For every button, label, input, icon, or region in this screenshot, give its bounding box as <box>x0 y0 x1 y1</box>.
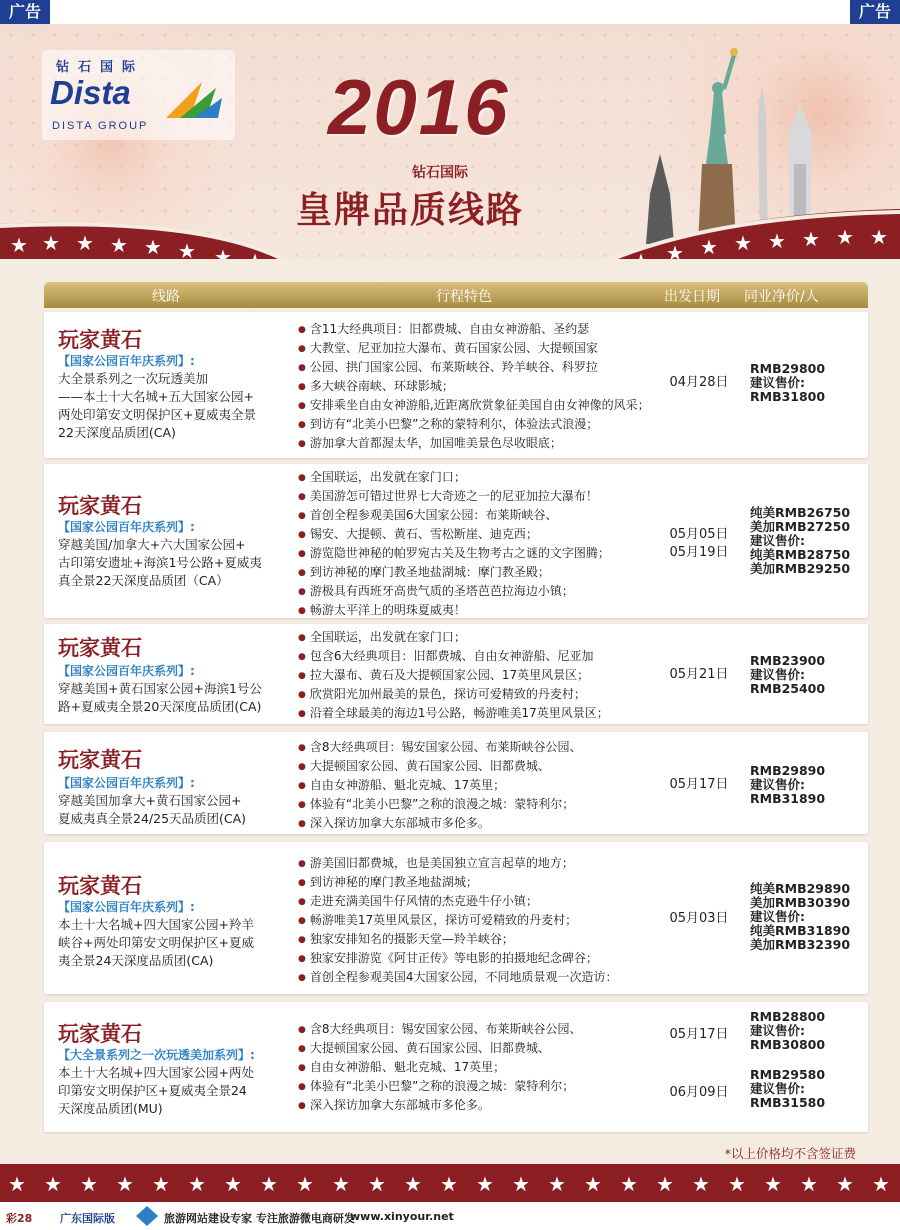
svg-text:★: ★ <box>214 245 232 269</box>
feature-line: ● 公园、拱门国家公园、布莱斯峡谷、羚羊峡谷、科罗拉 <box>298 358 650 377</box>
svg-text:★: ★ <box>80 1172 98 1196</box>
svg-text:★: ★ <box>110 233 128 257</box>
footer-url[interactable]: www.xinyour.net <box>350 1210 454 1223</box>
footer-page: 彩28 <box>6 1212 33 1225</box>
route-price <box>750 1010 825 1052</box>
route-series: 【大全景系列之一次玩透美加系列】: <box>58 1048 255 1062</box>
feature-line: ● 到访有“北美小巴黎”之称的蒙特利尔，体验法式浪漫； <box>298 415 650 434</box>
feature-line: ● 自由女神游船、魁北克城、17英里； <box>298 776 582 795</box>
route-price <box>750 654 825 696</box>
route-title: 玩家黄石 <box>58 748 142 772</box>
route-features <box>298 628 609 723</box>
svg-text:★: ★ <box>332 1172 350 1196</box>
headline-year: 2016 <box>328 63 510 151</box>
route-features <box>298 1020 582 1115</box>
feature-line: ● 多大峡谷南峡、环球影城； <box>298 377 650 396</box>
svg-text:★: ★ <box>404 1172 422 1196</box>
route-desc <box>58 680 298 716</box>
price-line: RMB31580 <box>750 1095 826 1110</box>
route-features <box>298 738 582 833</box>
desc-line: 印第安文明保护区+夏威夷全景24 <box>58 1083 247 1098</box>
feature-line: ● 含11大经典项目：旧都费城、自由女神游船、圣约瑟 <box>298 320 650 339</box>
page-footer <box>0 1202 900 1230</box>
price-note: *以上价格均不含签证费 <box>724 1146 856 1161</box>
hero-banner <box>0 24 900 273</box>
route-date <box>664 666 734 684</box>
price-line: RMB25400 <box>750 681 826 696</box>
route-features <box>298 468 610 620</box>
svg-text:★: ★ <box>116 1172 134 1196</box>
svg-text:★: ★ <box>178 239 196 263</box>
feature-line: ● 含8大经典项目：锡安国家公园、布莱斯峡谷公园、 <box>298 738 582 757</box>
route-price <box>750 764 825 806</box>
desc-line: 路+夏威夷全景20天深度品质团(CA) <box>58 699 262 714</box>
feature-line: ● 到访神秘的摩门教圣地盐湖城：摩门教圣殿； <box>298 563 610 582</box>
feature-line: ● 大提顿国家公园、黄石国家公园、旧都费城、 <box>298 1039 582 1058</box>
svg-text:★: ★ <box>144 235 162 259</box>
desc-line: 穿越美国+黄石国家公园+海滨1号公 <box>58 681 262 696</box>
svg-text:★: ★ <box>476 1172 494 1196</box>
table-header <box>44 282 868 308</box>
route-series: 【国家公园百年庆系列】: <box>58 664 195 678</box>
header-route: 线路 <box>152 289 180 305</box>
feature-line: ● 沿着全球最美的海边1号公路，畅游唯美17英里风景区； <box>298 704 609 723</box>
route-title: 玩家黄石 <box>58 328 142 352</box>
logo-swoosh-icon <box>162 78 224 122</box>
price-line: 建议售价: <box>750 533 805 548</box>
svg-text:★: ★ <box>656 1172 674 1196</box>
route-row <box>44 312 868 458</box>
desc-line: 夏威夷真全景24/25天品质团(CA) <box>58 811 247 826</box>
bottom-stars-icon <box>0 1164 900 1202</box>
price-line: 建议售价: <box>750 909 805 924</box>
svg-text:★: ★ <box>802 227 820 251</box>
route-title: 玩家黄石 <box>58 636 142 660</box>
logo-cn-text: 钻石国际 <box>56 60 145 75</box>
feature-line: ● 含8大经典项目：锡安国家公园、布莱斯峡谷公园、 <box>298 1020 582 1039</box>
price-line: 美加RMB30390 <box>750 895 851 910</box>
svg-text:★: ★ <box>692 1172 710 1196</box>
desc-line: 峡谷+两处印第安文明保护区+夏威 <box>58 935 254 950</box>
footer-edition: 广东国际版 <box>60 1212 115 1225</box>
bottom-stars-band <box>0 1164 900 1202</box>
route-title: 玩家黄石 <box>58 1022 142 1046</box>
stars-ribbon <box>0 194 900 273</box>
svg-text:★: ★ <box>836 225 854 249</box>
route-price <box>750 362 825 404</box>
svg-text:★: ★ <box>620 1172 638 1196</box>
feature-line: ● 独家安排知名的摄影天堂—羚羊峡谷； <box>298 930 618 949</box>
feature-line: ● 畅游唯美17英里风景区，探访可爱精致的丹麦村； <box>298 911 618 930</box>
flyer-page <box>0 24 900 1202</box>
route-date <box>664 776 734 794</box>
logo-en-text: Dista <box>50 74 131 111</box>
footer-brand-icon <box>136 1206 158 1226</box>
desc-line: 本土十大名城+四大国家公园+两处 <box>58 1065 254 1080</box>
route-date <box>664 1084 734 1102</box>
svg-text:★: ★ <box>872 1172 890 1196</box>
price-line: RMB28800 <box>750 1009 826 1024</box>
date-line: 05月17日 <box>669 1027 729 1042</box>
date-line: 05月05日 <box>669 527 729 542</box>
feature-line: ● 游览隐世神秘的帕罗宛古关及生物考古之谜的文字图腾； <box>298 544 610 563</box>
route-row <box>44 624 868 724</box>
route-desc <box>58 536 298 590</box>
feature-line: ● 欣赏阳光加州最美的景色，探访可爱精致的丹麦村； <box>298 685 609 704</box>
headline-title: 皇牌品质线路 <box>296 190 525 231</box>
route-price <box>750 506 850 576</box>
route-features <box>298 854 618 987</box>
route-date <box>664 374 734 392</box>
price-line: 美加RMB32390 <box>750 937 851 952</box>
date-line: 06月09日 <box>669 1085 729 1100</box>
desc-line: ——本土十大名城+五大国家公园+ <box>58 389 254 404</box>
feature-line: ● 全国联运，出发就在家门口； <box>298 468 610 487</box>
route-row <box>44 1002 868 1132</box>
date-line: 05月17日 <box>669 777 729 792</box>
feature-line: ● 走进充满美国牛仔风情的杰克逊牛仔小镇； <box>298 892 618 911</box>
dista-logo <box>42 50 235 140</box>
price-line: 纯美RMB29890 <box>750 881 851 896</box>
price-line: RMB29800 <box>750 361 826 376</box>
svg-text:★: ★ <box>188 1172 206 1196</box>
price-line: 纯美RMB31890 <box>750 923 851 938</box>
route-row <box>44 842 868 994</box>
feature-line: ● 体验有“北美小巴黎”之称的浪漫之城：蒙特利尔； <box>298 1077 582 1096</box>
feature-line: ● 拉大瀑布、黄石及大提顿国家公园、17英里风景区； <box>298 666 609 685</box>
route-title: 玩家黄石 <box>58 494 142 518</box>
feature-line: ● 到访神秘的摩门教圣地盐湖城； <box>298 873 618 892</box>
price-line: 建议售价: <box>750 1023 805 1038</box>
feature-line: ● 游美国旧都费城，也是美国独立宣言起草的地方； <box>298 854 618 873</box>
svg-text:★: ★ <box>44 1172 62 1196</box>
feature-line: ● 独家安排游览《阿甘正传》等电影的拍摄地纪念碑谷； <box>298 949 618 968</box>
feature-line: ● 全国联运，出发就在家门口； <box>298 628 609 647</box>
route-price <box>750 882 850 952</box>
desc-line: 两处印第安文明保护区+夏威夷全景 <box>58 407 256 422</box>
feature-line: ● 畅游太平洋上的明珠夏威夷！ <box>298 601 610 620</box>
svg-text:★: ★ <box>76 231 94 255</box>
price-line: 美加RMB27250 <box>750 519 851 534</box>
feature-line: ● 锡安、大提顿、黄石、雪松断崖、迪克西； <box>298 525 610 544</box>
svg-text:★: ★ <box>224 1172 242 1196</box>
date-line: 05月21日 <box>669 667 729 682</box>
price-line: RMB23900 <box>750 653 826 668</box>
feature-line: ● 自由女神游船、魁北克城、17英里； <box>298 1058 582 1077</box>
svg-text:★: ★ <box>260 1172 278 1196</box>
route-date <box>664 1026 734 1044</box>
price-line: 建议售价: <box>750 1081 805 1096</box>
svg-text:★: ★ <box>512 1172 530 1196</box>
price-line: RMB30800 <box>750 1037 826 1052</box>
header-price: 同业净价/人 <box>744 289 819 305</box>
price-line: 建议售价: <box>750 375 805 390</box>
svg-text:★: ★ <box>296 1172 314 1196</box>
svg-text:★: ★ <box>764 1172 782 1196</box>
price-line: RMB29890 <box>750 763 826 778</box>
feature-line: ● 大提顿国家公园、黄石国家公园、旧都费城、 <box>298 757 582 776</box>
date-line: 04月28日 <box>669 375 729 390</box>
route-title: 玩家黄石 <box>58 874 142 898</box>
price-line: RMB31890 <box>750 791 826 806</box>
route-series: 【国家公园百年庆系列】: <box>58 520 195 534</box>
price-line: 纯美RMB26750 <box>750 505 851 520</box>
route-series: 【国家公园百年庆系列】: <box>58 900 195 914</box>
route-row <box>44 732 868 834</box>
desc-line: 22天深度品质团(CA) <box>58 425 176 440</box>
svg-text:★: ★ <box>42 231 60 255</box>
logo-group-text: DISTA GROUP <box>52 120 149 132</box>
headline-subtitle: 钻石国际 <box>412 165 468 181</box>
feature-line: ● 深入探访加拿大东部城市多伦多。 <box>298 1096 582 1115</box>
desc-line: 大全景系列之一次玩透美加 <box>58 371 209 386</box>
header-features: 行程特色 <box>436 289 492 305</box>
svg-text:★: ★ <box>368 1172 386 1196</box>
desc-line: 穿越美国/加拿大+六大国家公园+ <box>58 537 246 552</box>
svg-text:★: ★ <box>728 1172 746 1196</box>
price-line: RMB29580 <box>750 1067 826 1082</box>
svg-text:★: ★ <box>440 1172 458 1196</box>
feature-line: ● 游加拿大首都渥太华，加国唯美景色尽收眼底； <box>298 434 650 453</box>
price-line: 建议售价: <box>750 777 805 792</box>
feature-line: ● 首创全程参观美国6大国家公园：布莱斯峡谷、 <box>298 506 610 525</box>
price-line: 美加RMB29250 <box>750 561 851 576</box>
feature-line: ● 大教堂、尼亚加拉大瀑布、黄石国家公园、大提顿国家 <box>298 339 650 358</box>
svg-text:★: ★ <box>584 1172 602 1196</box>
feature-line: ● 安排乘坐自由女神游船,近距离欣赏象征美国自由女神像的风采； <box>298 396 650 415</box>
route-price <box>750 1068 825 1110</box>
route-row <box>44 464 868 618</box>
route-series: 【国家公园百年庆系列】: <box>58 354 195 368</box>
desc-line: 真全景22天深度品质团（CA） <box>58 573 229 588</box>
footer-slogan: 旅游网站建设专家 专注旅游微电商研发 <box>164 1212 355 1225</box>
svg-text:★: ★ <box>632 249 650 273</box>
header-date: 出发日期 <box>664 289 720 305</box>
route-series: 【国家公园百年庆系列】: <box>58 776 195 790</box>
desc-line: 天深度品质团(MU) <box>58 1101 163 1116</box>
route-desc <box>58 1064 298 1118</box>
svg-text:★: ★ <box>734 231 752 255</box>
svg-text:★: ★ <box>246 249 264 273</box>
feature-line: ● 首创全程参观美国4大国家公园，不同地质景观一次造访： <box>298 968 618 987</box>
svg-text:★: ★ <box>870 225 888 249</box>
route-features <box>298 320 650 453</box>
svg-text:★: ★ <box>768 229 786 253</box>
svg-text:★: ★ <box>548 1172 566 1196</box>
price-line: 纯美RMB28750 <box>750 547 851 562</box>
svg-text:★: ★ <box>152 1172 170 1196</box>
route-desc <box>58 916 298 970</box>
svg-text:★: ★ <box>700 235 718 259</box>
date-line: 05月19日 <box>669 545 729 560</box>
svg-text:★: ★ <box>8 1172 26 1196</box>
svg-text:★: ★ <box>800 1172 818 1196</box>
desc-line: 夷全景24天深度品质团(CA) <box>58 953 214 968</box>
ad-tag-left: 广告 <box>0 0 50 24</box>
feature-line: ● 美国游怎可错过世界七大奇迹之一的尼亚加拉大瀑布！ <box>298 487 610 506</box>
desc-line: 本土十大名城+四大国家公园+羚羊 <box>58 917 254 932</box>
date-line: 05月03日 <box>669 911 729 926</box>
feature-line: ● 游极具有西班牙高贵气质的圣塔芭芭拉海边小镇； <box>298 582 610 601</box>
desc-line: 古印第安遗址+海滨1号公路+夏威夷 <box>58 555 262 570</box>
svg-text:★: ★ <box>836 1172 854 1196</box>
price-line: RMB31800 <box>750 389 826 404</box>
desc-line: 穿越美国加拿大+黄石国家公园+ <box>58 793 242 808</box>
route-desc <box>58 792 298 828</box>
route-desc <box>58 370 298 442</box>
svg-text:★: ★ <box>666 241 684 265</box>
ad-tag-right: 广告 <box>850 0 900 24</box>
route-date <box>664 526 734 562</box>
feature-line: ● 包含6大经典项目：旧都费城、自由女神游船、尼亚加 <box>298 647 609 666</box>
feature-line: ● 体验有“北美小巴黎”之称的浪漫之城：蒙特利尔； <box>298 795 582 814</box>
route-date <box>664 910 734 928</box>
price-line: 建议售价: <box>750 667 805 682</box>
svg-text:★: ★ <box>10 233 28 257</box>
feature-line: ● 深入探访加拿大东部城市多伦多。 <box>298 814 582 833</box>
